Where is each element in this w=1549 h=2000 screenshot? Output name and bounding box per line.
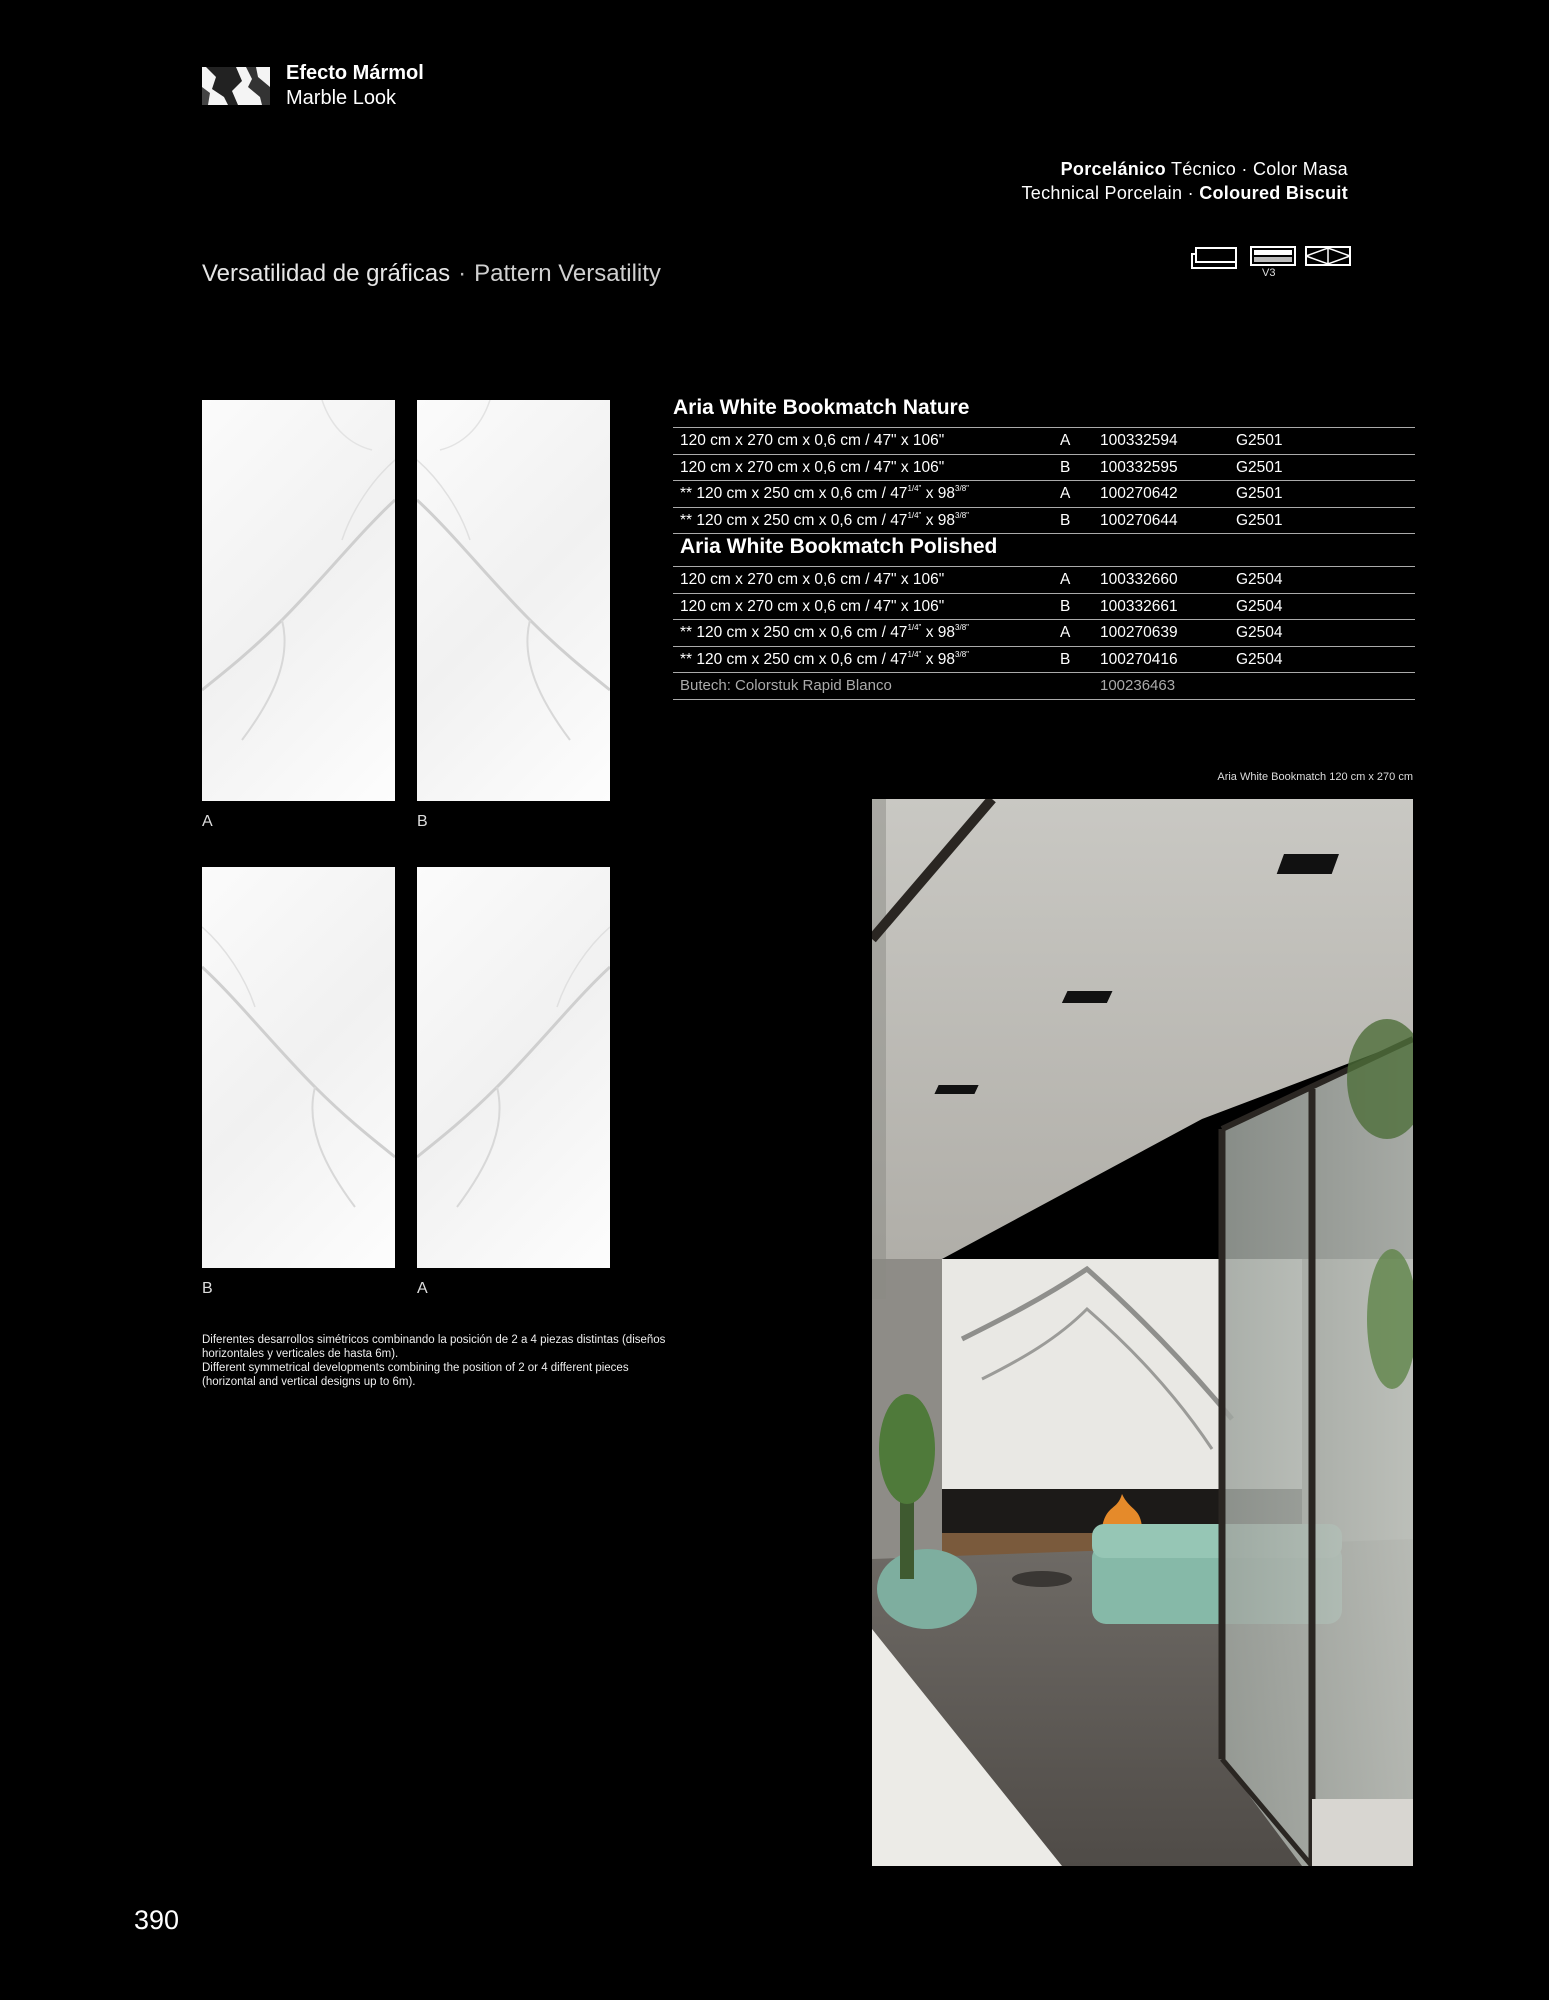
size-cell: 120 cm x 270 cm x 0,6 cm / 47" x 106": [680, 458, 945, 476]
slab-label-top-right: B: [417, 813, 428, 830]
category-title-en: Marble Look: [286, 87, 397, 109]
type-cell: A: [1060, 485, 1071, 502]
size-fraction-a: 1/4": [907, 649, 922, 659]
size-fraction-a: 1/4": [907, 623, 922, 632]
size-fraction-a: 1/4": [907, 510, 922, 520]
slab-format-icon: [1191, 246, 1237, 270]
size-cell: [673, 620, 1060, 646]
pattern-title-en: Pattern Versatility: [474, 260, 661, 287]
butech-label: Butech: Colorstuk Rapid Blanco: [680, 677, 892, 694]
size-cell: 120 cm x 270 cm x 0,6 cm / 47" x 106": [680, 597, 945, 615]
pattern-title-es: Versatilidad de gráficas: [202, 260, 451, 287]
code-cell: 100270644: [1100, 511, 1178, 529]
type-cell: B: [1060, 650, 1071, 668]
marble-swatch-icon: [202, 67, 270, 105]
size-cell: [673, 508, 1060, 534]
slab-a-top-left: [202, 400, 395, 801]
type-cell: A: [1060, 624, 1071, 641]
material-es-bold: Porcelánico: [1060, 159, 1166, 179]
pattern-match-icon: [1305, 246, 1351, 270]
grade-cell: G2504: [1236, 624, 1283, 641]
size-fraction-b: 3/8": [955, 510, 969, 520]
material-spanish: [1061, 159, 1348, 180]
pattern-title-separator: ·: [458, 260, 467, 287]
grade-cell: G2501: [1236, 432, 1283, 449]
table-row: [673, 594, 1415, 621]
table-row: [673, 508, 1415, 535]
material-en-bold: Coloured Biscuit: [1199, 183, 1348, 203]
size-mid: x 98: [921, 511, 956, 529]
slab-a-bottom-right: [417, 867, 610, 1268]
pattern-note-en: Different symmetrical developments combining the position of 2 or 4 different pieces (horizontal and vertical designs up to 6m).: [202, 1362, 629, 1388]
slab-b-top-right: [417, 400, 610, 801]
size-prefix: ** 120 cm x 250 cm x 0,6 cm / 47: [680, 650, 908, 668]
pattern-versatility-title: [202, 260, 661, 288]
code-cell: 100332594: [1100, 432, 1178, 449]
size-fraction-b: 3/8": [955, 484, 969, 493]
page-number: 390: [134, 1905, 180, 1935]
size-fraction-a: 1/4": [907, 484, 922, 493]
pattern-note-es: Diferentes desarrollos simétricos combinando la posición de 2 a 4 piezas distintas (diseños horizontales y verticales de hasta 6m).: [202, 1334, 666, 1360]
slab-b-bottom-left: [202, 867, 395, 1268]
size-cell: 120 cm x 270 cm x 0,6 cm / 47" x 106": [680, 571, 945, 588]
grade-cell: G2504: [1236, 597, 1283, 615]
size-mid: x 98: [921, 485, 956, 502]
code-cell: 100270639: [1100, 624, 1178, 641]
butech-row: [673, 673, 1415, 700]
size-cell: [673, 647, 1060, 673]
slab-label-top-left: A: [202, 813, 213, 830]
table-row: [673, 647, 1415, 674]
grade-cell: G2504: [1236, 571, 1283, 588]
pattern-note: [202, 1333, 682, 1389]
code-cell: 100270642: [1100, 485, 1178, 502]
interior-photo: [872, 799, 1413, 1866]
table-row: [673, 428, 1415, 455]
table-section-nature: Aria White Bookmatch Nature: [673, 395, 1415, 428]
v3-label: V3: [1262, 267, 1276, 279]
product-table: [673, 395, 1415, 700]
size-prefix: ** 120 cm x 250 cm x 0,6 cm / 47: [680, 485, 908, 502]
type-cell: B: [1060, 511, 1071, 529]
table-section-polished: Aria White Bookmatch Polished: [673, 534, 1415, 567]
table-row: [673, 567, 1415, 594]
category-title-es: Efecto Mármol: [286, 62, 424, 84]
type-cell: B: [1060, 458, 1071, 476]
photo-caption: Aria White Bookmatch 120 cm x 270 cm: [1217, 771, 1413, 783]
type-cell: [1060, 673, 1100, 699]
butech-code: 100236463: [1100, 677, 1176, 694]
slab-label-bottom-left: B: [202, 1280, 213, 1297]
material-en-rest: Technical Porcelain ·: [1021, 183, 1200, 203]
size-mid: x 98: [921, 650, 956, 668]
table-row: [673, 455, 1415, 482]
code-cell: 100332595: [1100, 458, 1178, 476]
size-prefix: ** 120 cm x 250 cm x 0,6 cm / 47: [680, 624, 908, 641]
type-cell: A: [1060, 432, 1071, 449]
code-cell: 100270416: [1100, 650, 1178, 668]
grade-cell: [1236, 673, 1396, 699]
code-cell: 100332661: [1100, 597, 1178, 615]
material-es-rest: Técnico · Color Masa: [1165, 159, 1348, 179]
grade-cell: G2501: [1236, 458, 1283, 476]
material-english: [1022, 183, 1349, 204]
grade-cell: G2504: [1236, 650, 1283, 668]
grade-cell: G2501: [1236, 485, 1283, 502]
slab-label-bottom-right: A: [417, 1280, 428, 1297]
table-row: [673, 481, 1415, 508]
size-fraction-b: 3/8": [955, 623, 969, 632]
table-row: [673, 620, 1415, 647]
type-cell: B: [1060, 597, 1071, 615]
size-fraction-b: 3/8": [955, 649, 969, 659]
type-cell: A: [1060, 571, 1071, 588]
size-mid: x 98: [921, 624, 956, 641]
grade-cell: G2501: [1236, 511, 1283, 529]
size-cell: [673, 481, 1060, 507]
size-prefix: ** 120 cm x 250 cm x 0,6 cm / 47: [680, 511, 908, 529]
code-cell: 100332660: [1100, 571, 1178, 588]
size-cell: 120 cm x 270 cm x 0,6 cm / 47" x 106": [680, 432, 945, 449]
